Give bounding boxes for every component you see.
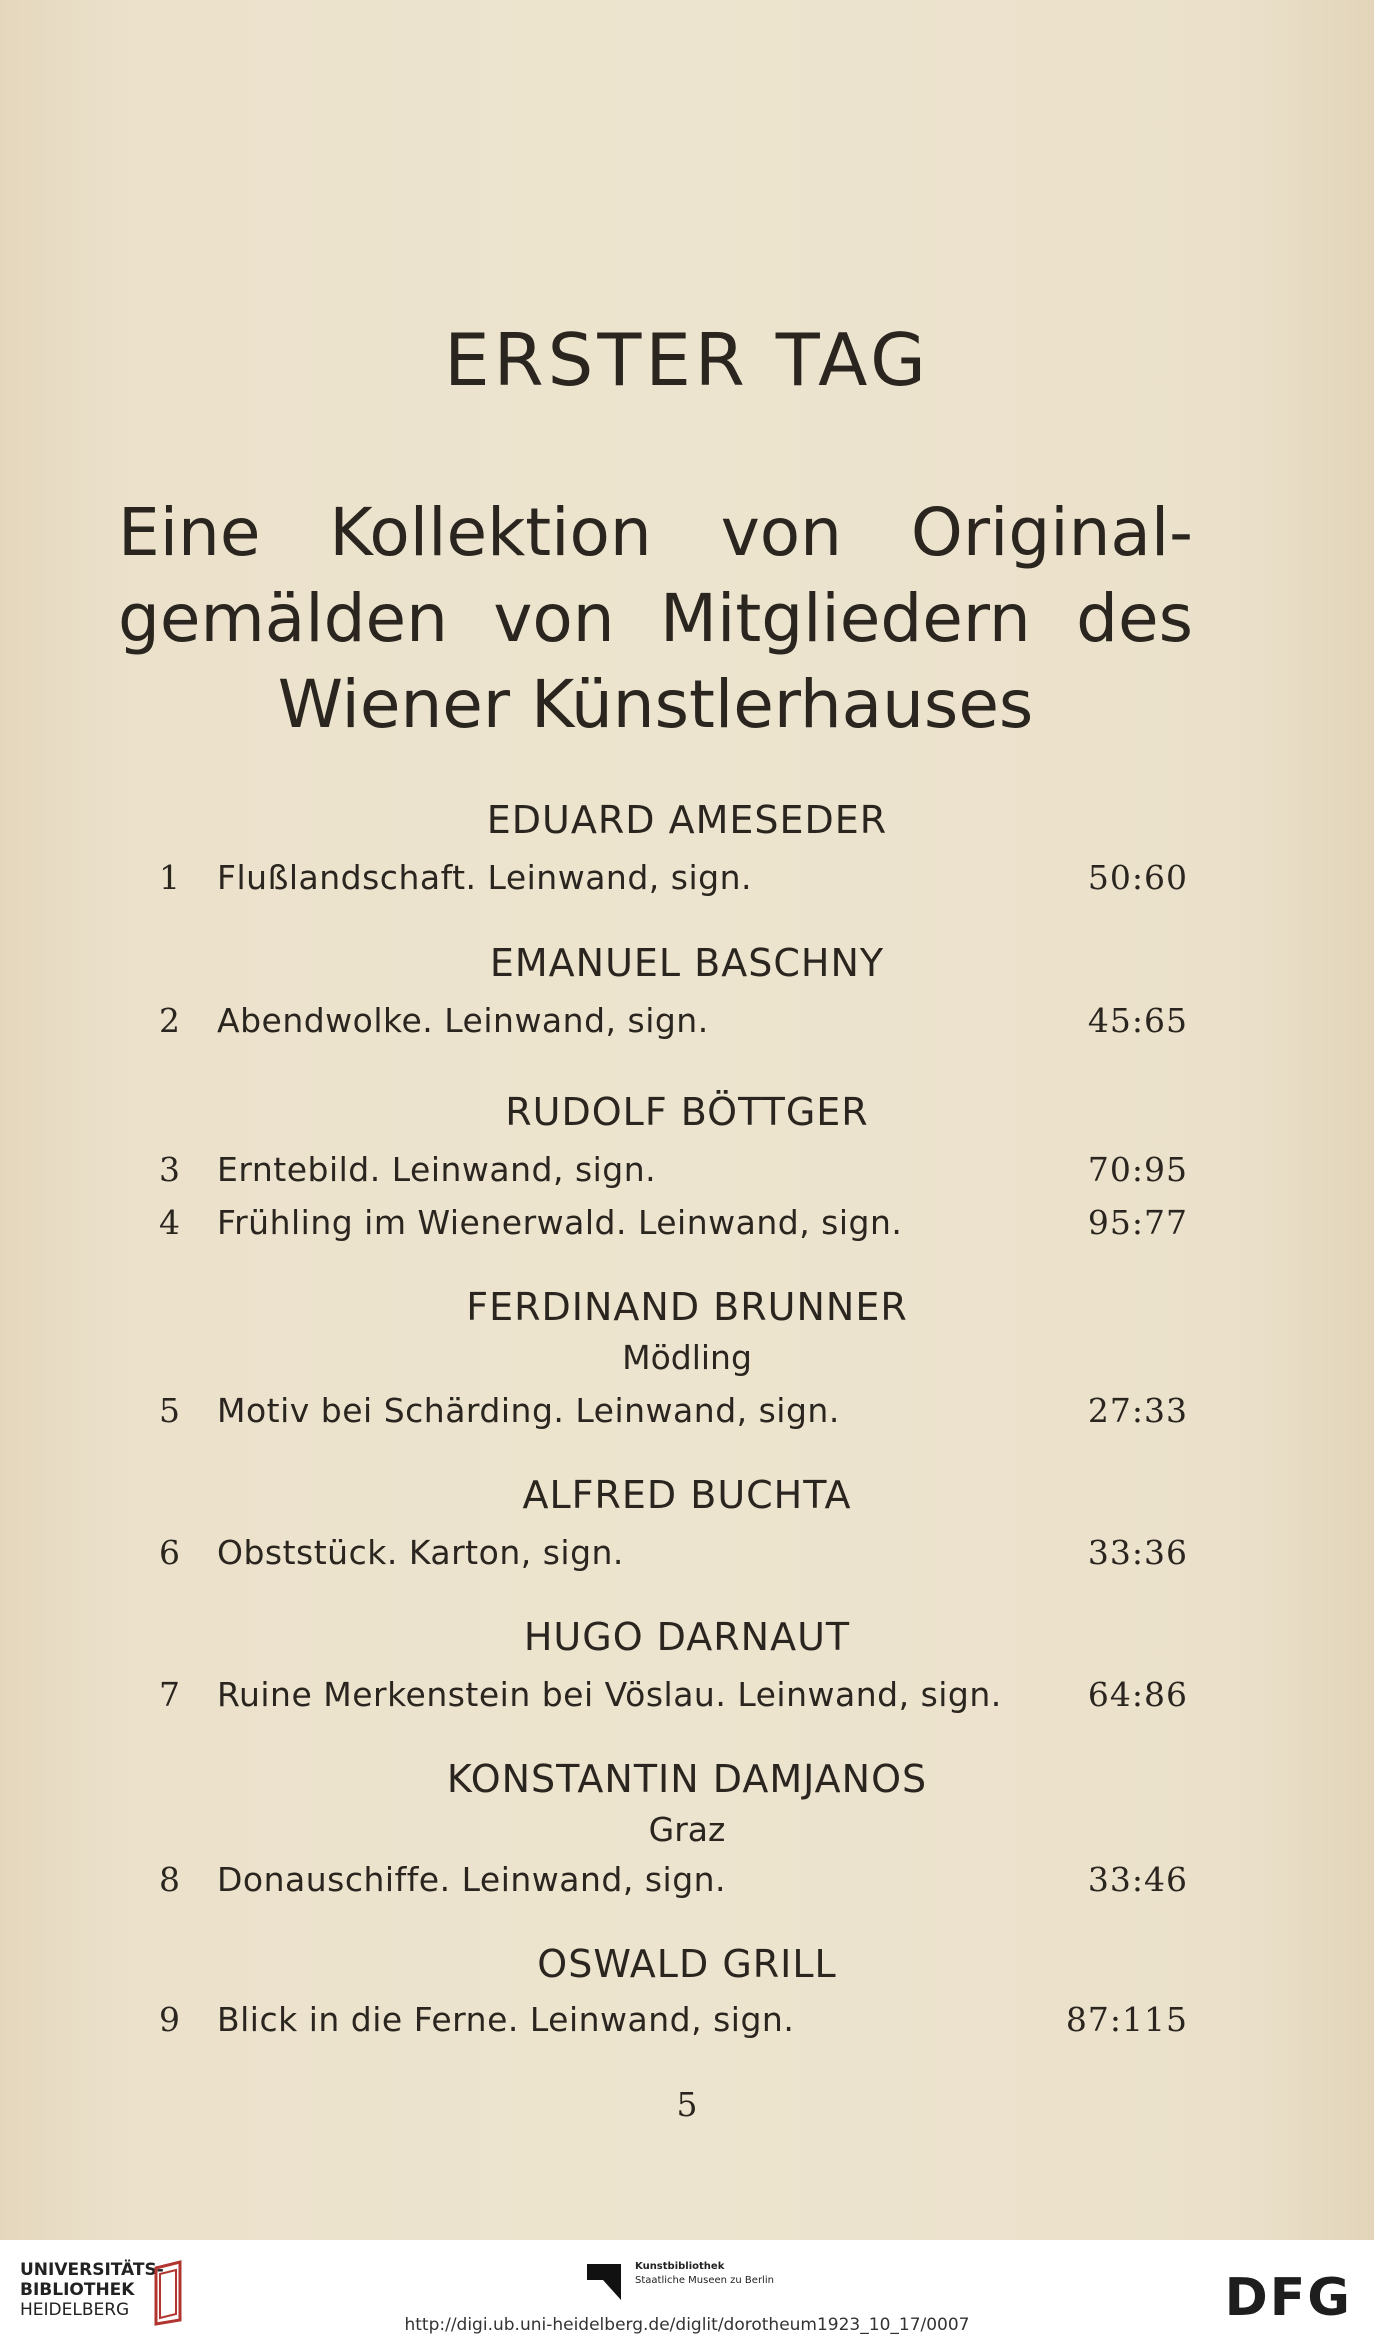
library-line-3: HEIDELBERG — [20, 2300, 130, 2320]
entry-size: 33:36 — [1087, 1533, 1188, 1572]
artist-name: FERDINAND BRUNNER — [466, 1285, 908, 1329]
university-library-logo[interactable] — [20, 2260, 164, 2320]
entry-number: 9 — [159, 2000, 180, 2039]
entry-number: 7 — [159, 1675, 180, 1714]
kb-line-1: Kunstbibliothek — [635, 2261, 725, 2272]
kunstbibliothek-logo[interactable] — [585, 2258, 845, 2308]
artist-name: EDUARD AMESEDER — [486, 798, 888, 842]
catalogue-entry — [0, 1675, 1374, 1719]
entry-title: Frühling im Wienerwald. Leinwand, sign. — [217, 1203, 903, 1242]
entry-size: 45:65 — [1087, 1001, 1188, 1040]
catalogue-entry — [0, 1533, 1374, 1577]
entry-number: 1 — [159, 858, 180, 897]
collection-subtitle — [118, 490, 1193, 748]
artist-city: Mödling — [622, 1338, 752, 1377]
subtitle-line-1: Eine Kollektion von Original- — [118, 494, 1193, 571]
subtitle-line-3: Wiener Künstlerhauses — [277, 666, 1034, 743]
catalogue-entry — [0, 1001, 1374, 1045]
entry-size: 70:95 — [1087, 1150, 1188, 1189]
catalogue-entry — [0, 2000, 1374, 2044]
digitization-footer — [0, 2240, 1374, 2339]
catalogue-entry — [0, 1391, 1374, 1435]
entry-title: Abendwolke. Leinwand, sign. — [217, 1001, 709, 1040]
artist-city: Graz — [648, 1810, 726, 1849]
catalogue-entry — [0, 1203, 1374, 1247]
artist-name: EMANUEL BASCHNY — [489, 941, 885, 985]
artist-name: HUGO DARNAUT — [523, 1615, 851, 1659]
library-line-2: BIBLIOTHEK — [20, 2280, 135, 2300]
entry-title: Donauschiffe. Leinwand, sign. — [217, 1860, 727, 1899]
entry-number: 4 — [159, 1203, 180, 1242]
entry-number: 5 — [159, 1391, 180, 1430]
kunstbibliothek-emblem-icon — [585, 2260, 625, 2302]
catalogue-entry — [0, 1860, 1374, 1904]
page-number: 5 — [676, 2085, 698, 2124]
catalogue-entry — [0, 858, 1374, 902]
kunstbibliothek-text — [635, 2260, 774, 2288]
entry-title: Motiv bei Schärding. Leinwand, sign. — [217, 1391, 840, 1430]
day-title: ERSTER TAG — [444, 318, 930, 402]
dfg-logo[interactable]: DFG — [1224, 2268, 1352, 2328]
library-line-1: UNIVERSITÄTS- — [20, 2260, 164, 2280]
entry-title: Obststück. Karton, sign. — [217, 1533, 624, 1572]
artist-name: RUDOLF BÖTTGER — [505, 1090, 869, 1134]
artist-name: KONSTANTIN DAMJANOS — [446, 1757, 928, 1801]
permalink-url[interactable]: http://digi.ub.uni-heidelberg.de/diglit/dorotheum1923_10_17/0007 — [404, 2315, 970, 2335]
entry-title: Flußlandschaft. Leinwand, sign. — [217, 858, 752, 897]
entry-number: 8 — [159, 1860, 180, 1899]
entry-title: Erntebild. Leinwand, sign. — [217, 1150, 657, 1189]
entry-size: 64:86 — [1087, 1675, 1188, 1714]
entry-size: 33:46 — [1087, 1860, 1188, 1899]
catalogue-entry — [0, 1150, 1374, 1194]
entry-size: 50:60 — [1087, 858, 1188, 897]
artist-name: ALFRED BUCHTA — [522, 1473, 852, 1517]
entry-size: 27:33 — [1087, 1391, 1188, 1430]
entry-title: Blick in die Ferne. Leinwand, sign. — [217, 2000, 795, 2039]
kb-line-2: Staatliche Museen zu Berlin — [635, 2275, 774, 2286]
entry-number: 6 — [159, 1533, 180, 1572]
entry-title: Ruine Merkenstein bei Vöslau. Leinwand, sign. — [217, 1675, 1002, 1714]
entry-size: 87:115 — [1065, 2000, 1188, 2039]
entry-size: 95:77 — [1087, 1203, 1188, 1242]
subtitle-line-2: gemälden von Mitgliedern des — [118, 580, 1193, 657]
entry-number: 3 — [159, 1150, 180, 1189]
entry-number: 2 — [159, 1001, 180, 1040]
artist-name: OSWALD GRILL — [537, 1942, 837, 1986]
